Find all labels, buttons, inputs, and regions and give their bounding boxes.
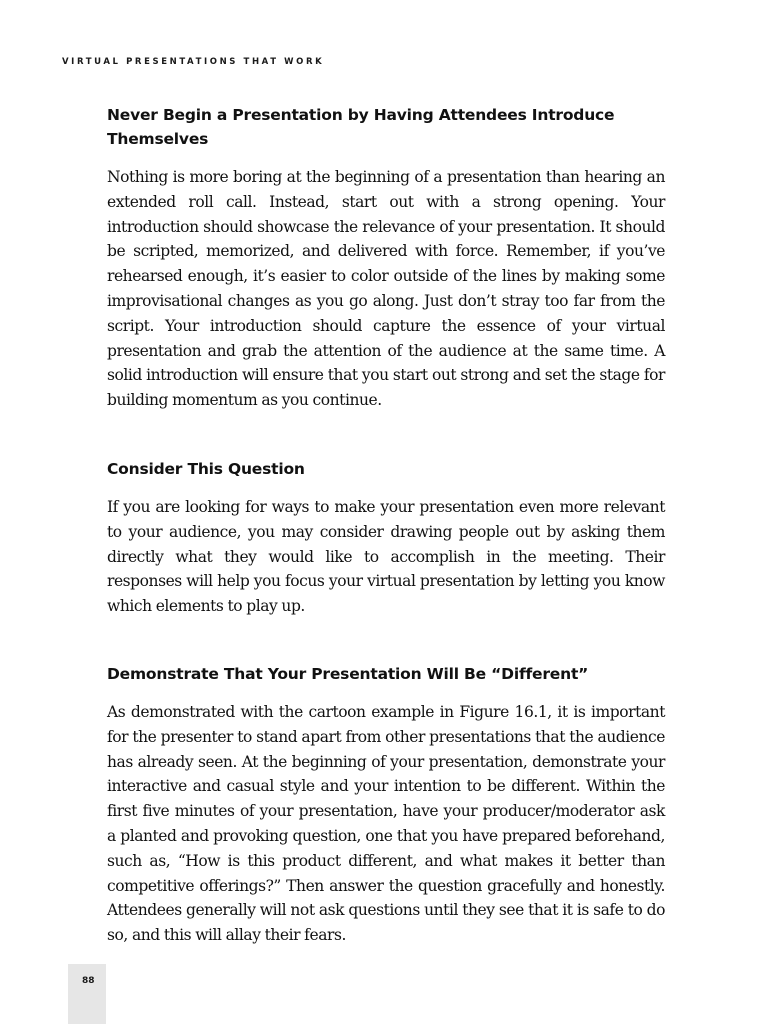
page-number-tab <box>68 964 106 1024</box>
section-paragraph: As demonstrated with the cartoon example in Figure 16.1, it is important for the presenter to stand apart from other presentations that the audience has already seen. At the beginning of your presentation, demonstrate your interactive and casual style and your intention to be different. Within the first five minutes of your presentation, have your producer/moderator ask a planted and provoking question, one that you have prepared beforehand, such as, “How is this product different, and what makes it better than competitive offerings?” Then answer the question gracefully and honestly. Attendees generally will not ask questions until they see that it is safe to do so, and this will allay their fears. <box>107 702 665 945</box>
section-heading: Consider This Question <box>107 459 305 478</box>
running-head: VIRTUAL PRESENTATIONS THAT WORK <box>62 57 325 67</box>
section-heading <box>107 103 665 151</box>
section-paragraph: If you are looking for ways to make your presentation even more relevant to your audience, you may consider drawing people out by asking them directly what they would like to accomplish in the meeting. Their responses will help you focus your virtual presentation by letting you know which elements to play up. <box>107 497 665 616</box>
page-number: 88 <box>82 976 95 986</box>
section-heading: Demonstrate That Your Presentation Will Be “Different” <box>107 664 589 683</box>
page-body <box>107 103 665 948</box>
section-never-begin <box>107 103 665 413</box>
section-heading-text: Never Begin a Presentation by Having Attendees Introduce Themselves <box>107 106 615 148</box>
section-consider-question <box>107 457 665 619</box>
section-paragraph: Nothing is more boring at the beginning of a presentation than hearing an extended roll call. Instead, start out with a strong opening. Your introduction should showcase the relevance of your presentation. It should be scripted, memorized, and delivered with force. Remember, if you’ve rehearsed enough, it’s easier to color outside of the lines by making some improvisational changes as you go along. Just don’t stray too far from the script. Your introduction should capture the essence of your virtual presentation and grab the attention of the audience at the same time. A solid introduction will ensure that you start out strong and set the stage for building momentum as you continue. <box>107 168 665 410</box>
section-demonstrate-different <box>107 662 665 948</box>
